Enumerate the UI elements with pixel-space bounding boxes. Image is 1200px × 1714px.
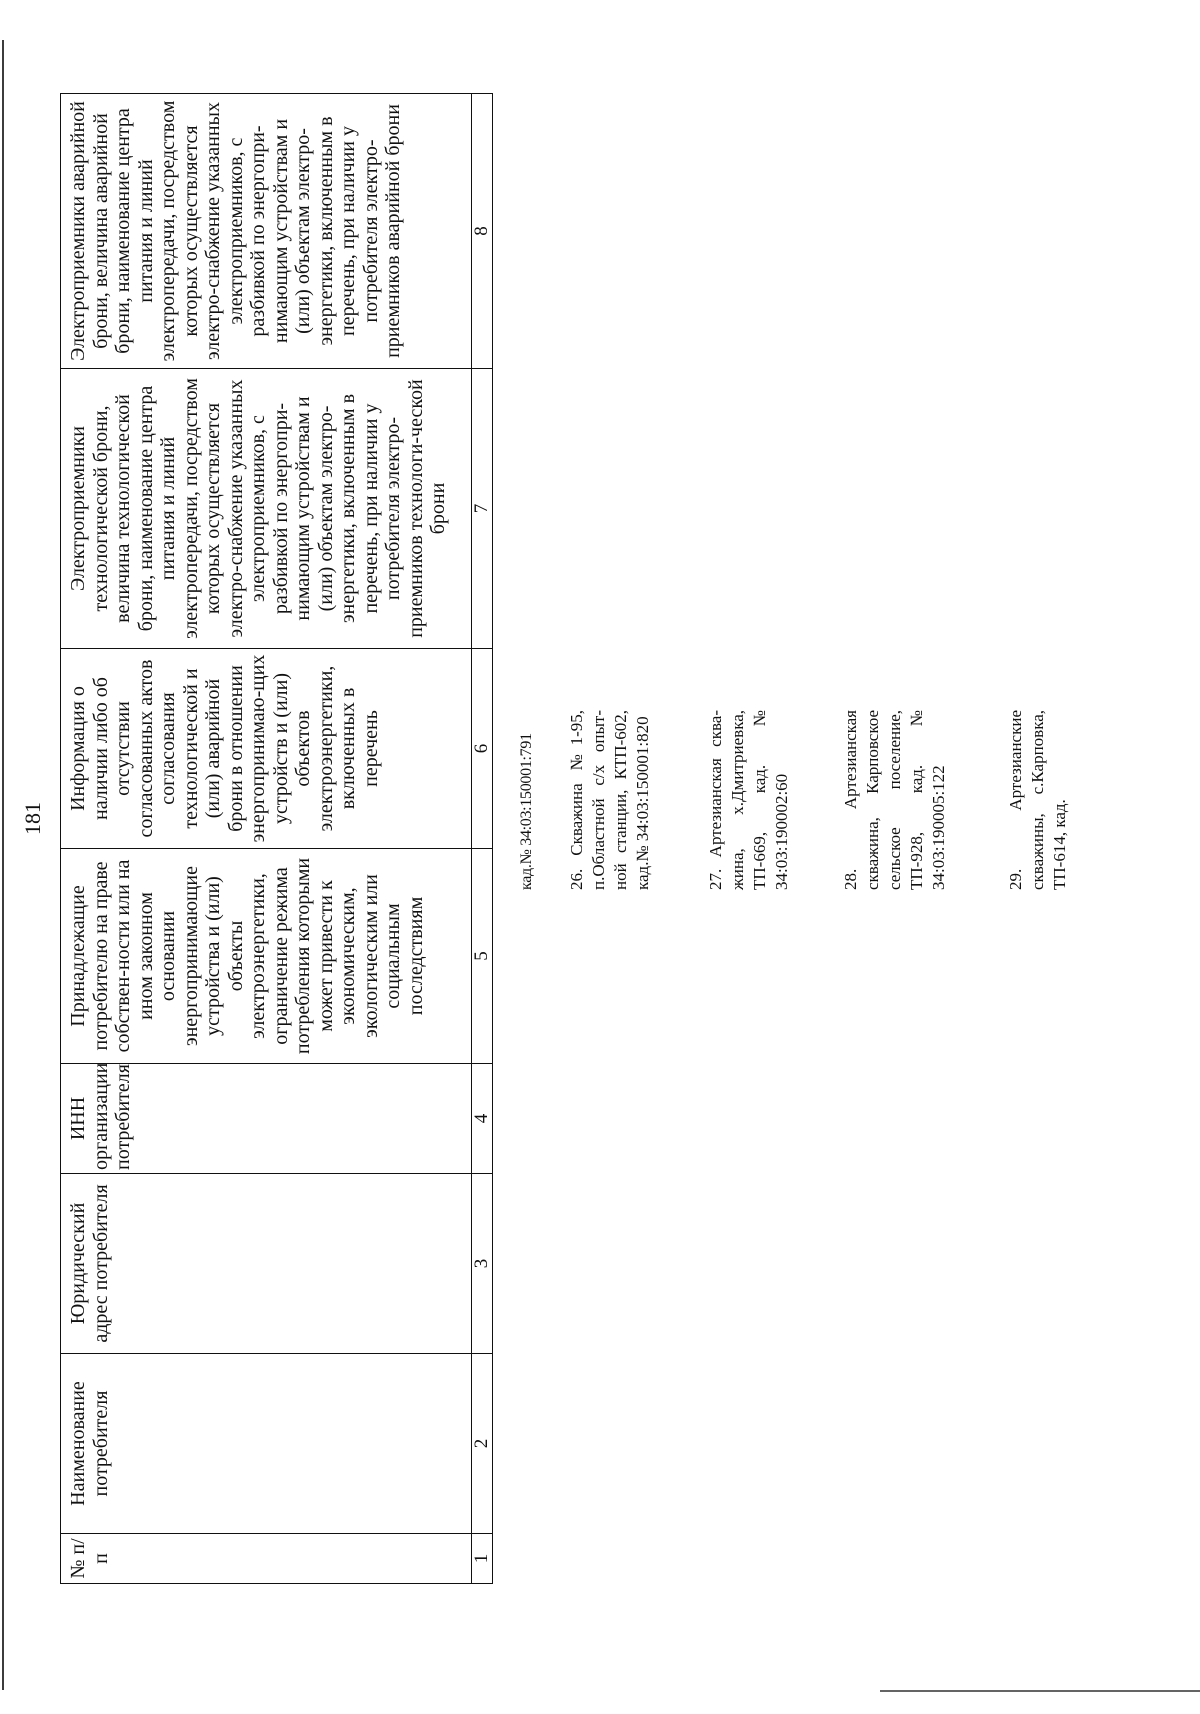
- column-number: 4: [472, 1064, 493, 1174]
- cadastral-number-line: кад.№ 34:03:150001:791: [518, 733, 535, 890]
- header-cell-number: № п/п: [61, 1534, 472, 1584]
- list-item: 28. Артезианская скважина, Карповское сельское поселение, ТП-928, кад. № 34:03:190005:122: [841, 710, 948, 890]
- page-number: 181: [20, 802, 45, 835]
- column-number: 2: [472, 1354, 493, 1534]
- list-item: 27. Артезианская сква-жина, х.Дмитриевка, ТП-669, кад. № 34:03:190002:60: [706, 710, 791, 890]
- scan-edge-bottom: [880, 1690, 1200, 1692]
- column-number: 5: [472, 849, 493, 1064]
- column-number: 7: [472, 369, 493, 649]
- header-cell-emergency-reserve: Электроприемники аварийной брони, величина аварийной брони, наименование центра питания и линий электропередачи, посредством которых осуществляется электро-снабжение указанных электроприемников, с разбивкой по энергопри-нимающим устройствам и (или) объектам электро-энергетики, включенным в перечень, при наличии у потребителя электро-приемников аварийной брони: [61, 94, 472, 369]
- column-number: 6: [472, 649, 493, 849]
- header-cell-tech-reserve: Электроприемники технологической брони, величина технологической брони, наименование центра питания и линий электропередачи, посредством которых осуществляется электро-снабжение указанных электроприемников, с разбивкой по энергопри-нимающим устройствам и (или) объектам электро-энергетики, включенным в перечень, при наличии у потребителя электро-приемников технологи-ческой брони: [61, 369, 472, 649]
- header-cell-inn: ИНН организации потребителя: [61, 1064, 472, 1174]
- column-number: 8: [472, 94, 493, 369]
- header-cell-consumer-name: Наименование потребителя: [61, 1354, 472, 1534]
- list-item: 26. Скважина №1-95, п.Областной с/х опыт-ной станции, КТП-602, кад.№ 34:03:150001:820: [567, 710, 652, 890]
- column-number: 3: [472, 1174, 493, 1354]
- header-cell-devices: Принадлежащие потребителю на праве собствен-ности или на ином законном основании энергопринимающие устройства и (или) объекты электроэнергетики, ограничение режима потребления которыми может привести к экономическим, экологическим или социальным последствиям: [61, 849, 472, 1064]
- header-cell-legal-address: Юридический адрес потребителя: [61, 1174, 472, 1354]
- list-item: 29. Артезианские скважины, с.Карповка, ТП-614, кад.: [1006, 710, 1069, 890]
- consumer-table: [60, 93, 493, 1584]
- rotated-page: [0, 80, 1100, 1680]
- header-cell-acts-info: Информация о наличии либо об отсутствии согласованных актов согласования технологической и (или) аварийной брони в отношении энергопринимаю-щих устройств и (или) объектов электроэнергетики, включенных в перечень: [61, 649, 472, 849]
- column-number: 1: [472, 1534, 493, 1584]
- table-header-row: [61, 94, 472, 1584]
- table-column-numbers-row: [472, 94, 493, 1584]
